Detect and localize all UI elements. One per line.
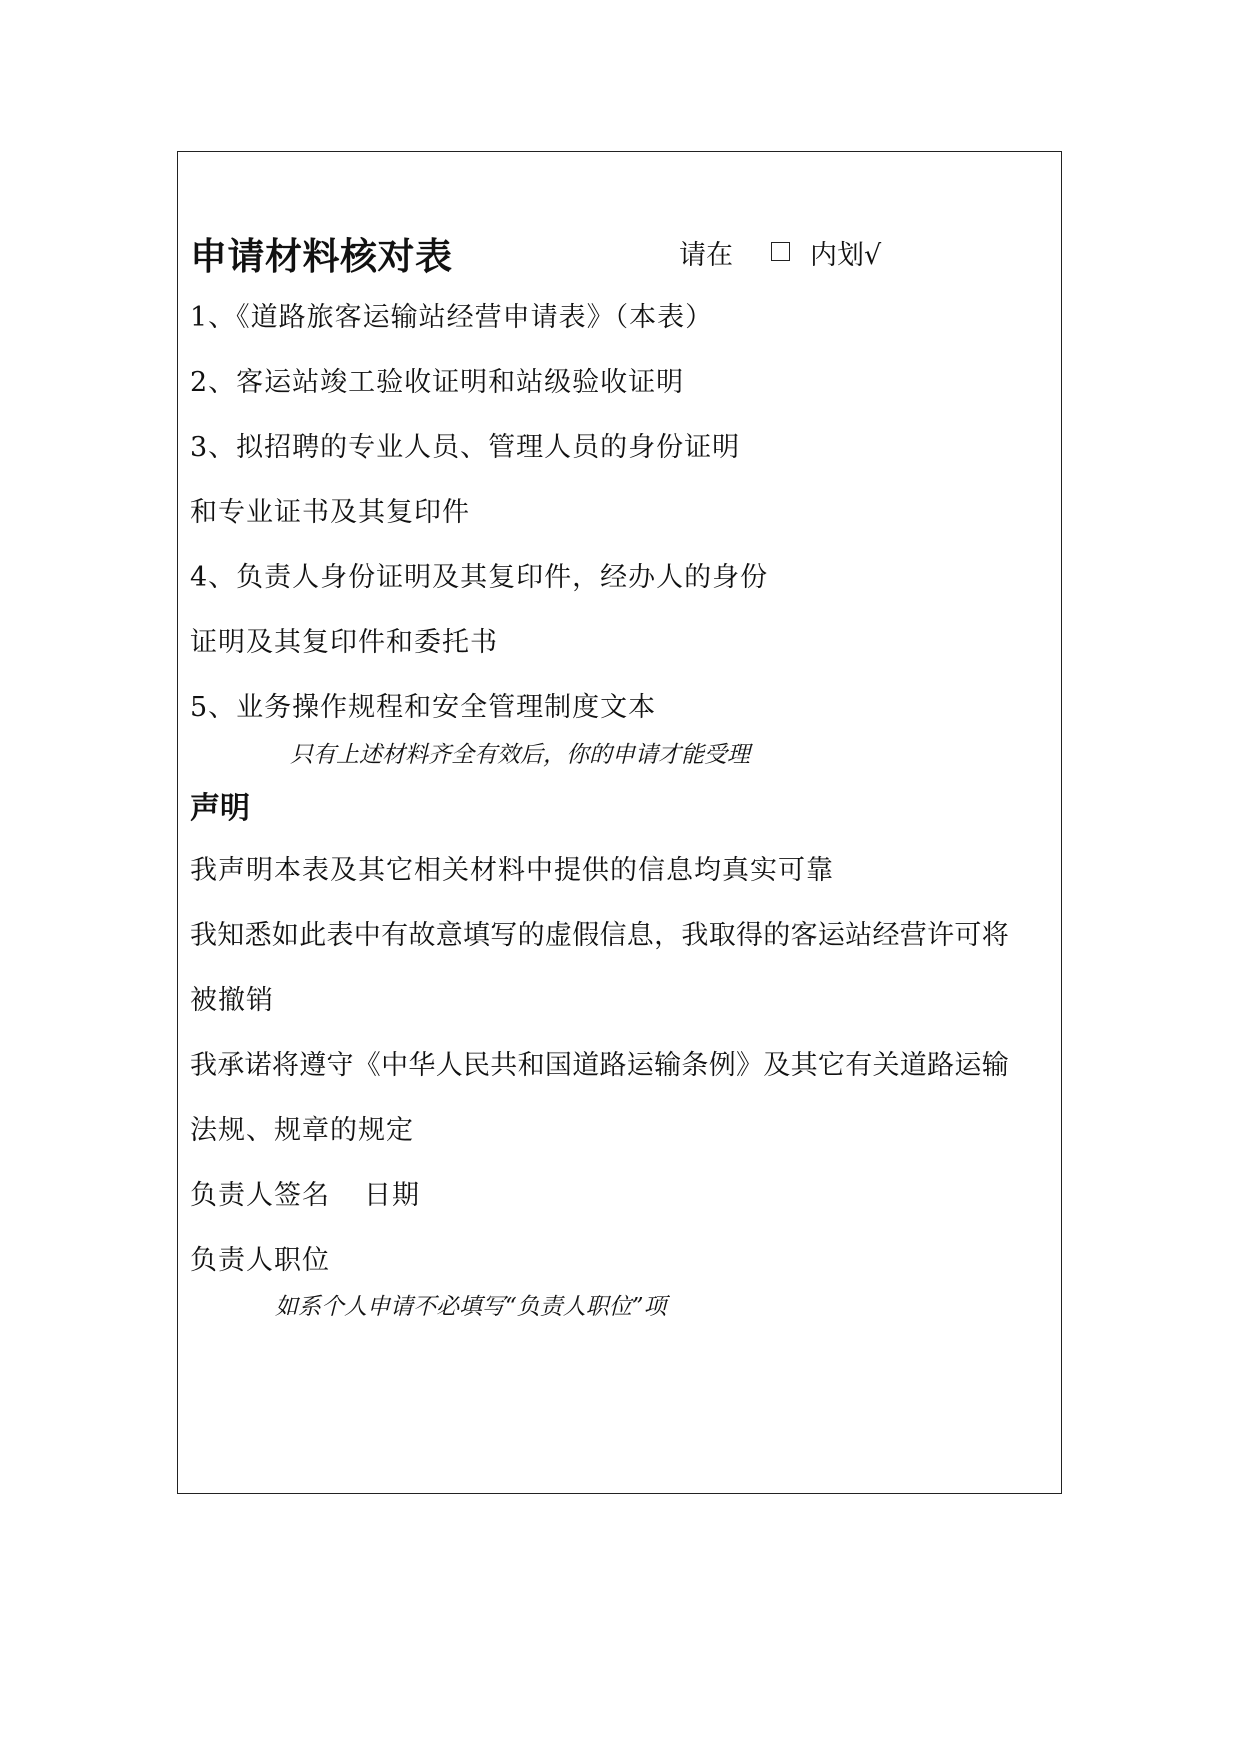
declaration-line-1: 我声明本表及其它相关材料中提供的信息均真实可靠 [190,855,834,886]
declaration-line-3-cont: 法规、规章的规定 [190,1115,414,1146]
date-label: 日期 [364,1180,420,1211]
declaration-line-2: 我知悉如此表中有故意填写的虚假信息，我取得的客运站经营许可将 [190,920,1009,951]
checkbox-icon [771,242,790,261]
declaration-line-3: 我承诺将遵守《中华人民共和国道路运输条例》及其它有关道路运输 [190,1050,1009,1081]
signature-row [190,1173,420,1212]
hint-text-before: 请在 [679,240,733,271]
checklist-item-4-cont: 证明及其复印件和委托书 [190,627,498,658]
checklist-item-3-cont: 和专业证书及其复印件 [190,497,470,528]
checklist-item-3: 3、拟招聘的专业人员、管理人员的身份证明 [190,432,741,463]
position-note: 如系个人申请不必填写“负责人职位”项 [275,1294,667,1320]
checklist-item-2: 2、客运站竣工验收证明和站级验收证明 [190,367,685,398]
checklist-item-5: 5、业务操作规程和安全管理制度文本 [190,692,657,723]
hint-text-after: 内划√ [810,240,882,271]
signature-label: 负责人签名 [190,1180,330,1211]
declaration-heading: 声明 [190,791,250,826]
checklist-item-4: 4、负责人身份证明及其复印件，经办人的身份 [190,562,769,593]
checklist-item-1: 1、《道路旅客运输站经营申请表》（本表） [190,302,714,333]
position-label: 负责人职位 [190,1245,330,1276]
checklist-note: 只有上述材料齐全有效后，你的申请才能受理 [290,742,750,768]
form-title: 申请材料核对表 [190,235,453,278]
declaration-line-2-cont: 被撤销 [190,985,274,1016]
